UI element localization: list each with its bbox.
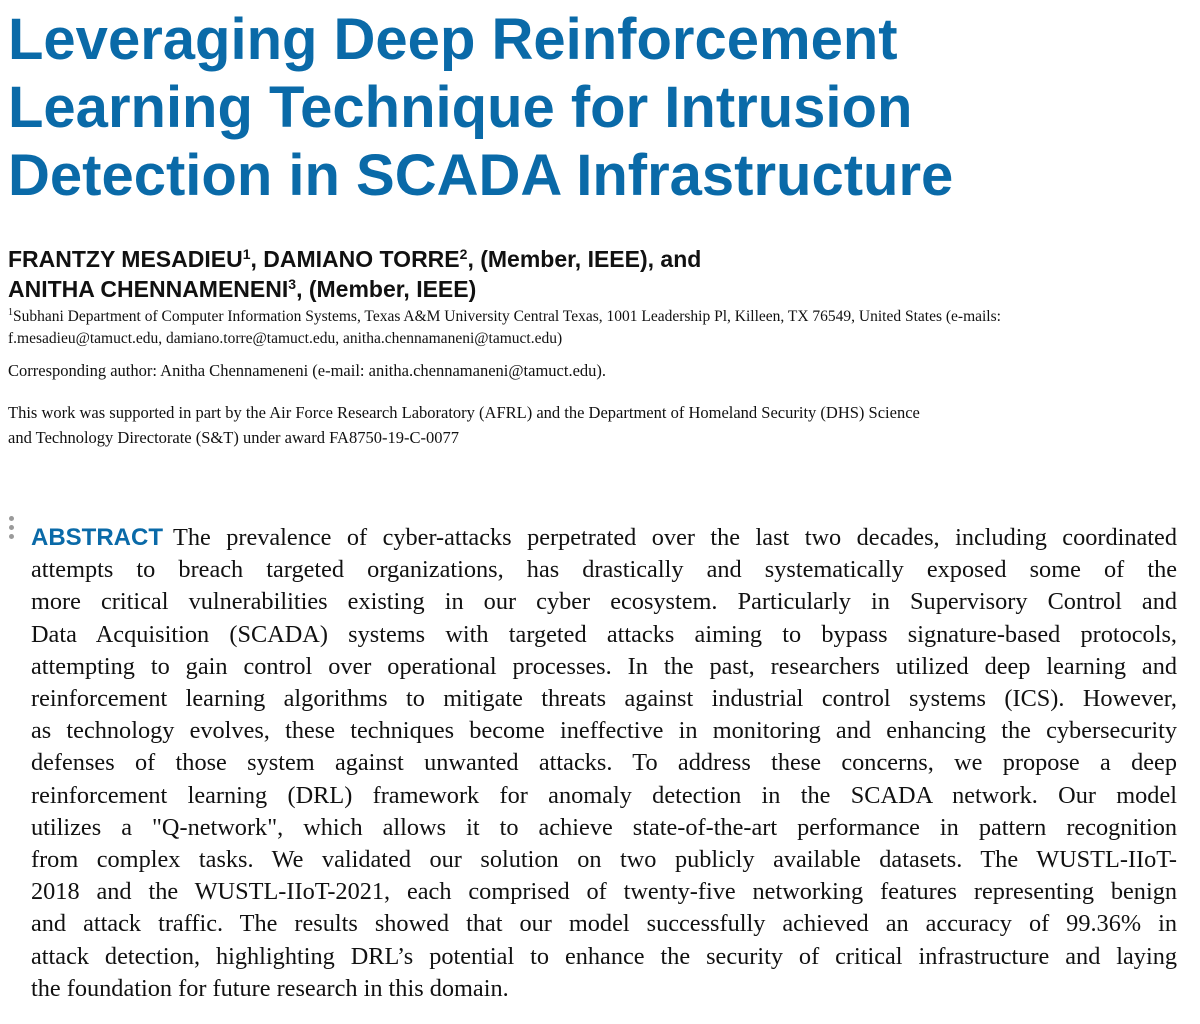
author-name: , DAMIANO TORRE (250, 246, 460, 272)
author-affiliation-marker: 2 (459, 246, 468, 262)
author-name: FRANTZY MESADIEU (8, 246, 243, 272)
paper-title (8, 6, 1158, 210)
author-affiliation-marker: 1 (242, 246, 251, 262)
funding-note (8, 400, 1188, 450)
abstract-line: Data Acquisition (SCADA) systems with targeted attacks aiming to bypass signature-based protocols, (31, 620, 1177, 648)
author-affiliation-marker: 3 (288, 276, 297, 292)
affiliation-line (8, 306, 1188, 328)
abstract-line: and attack traffic. The results showed that our model successfully achieved an accuracy of 99.36% in (31, 910, 1177, 938)
author-membership: , (Member, IEEE) (296, 276, 477, 302)
affiliation (8, 306, 1188, 350)
title-line: Detection in SCADA Infrastructure (8, 143, 954, 208)
abstract (31, 522, 1177, 1005)
author-line (8, 274, 1158, 304)
author-list (8, 244, 1158, 304)
drag-handle-icon[interactable] (8, 516, 16, 546)
affiliation-text: Subhani Department of Computer Information Systems, Texas A&M University Central Texas, 1001 Leadership Pl, Killeen, TX 76549, United States (e-mails: (13, 308, 1001, 325)
author-membership: , (Member, IEEE), and (467, 246, 702, 272)
title-line: Leveraging Deep Reinforcement (8, 7, 898, 72)
abstract-text: The prevalence of cyber-attacks perpetrated over the last two decades, including coordinated (173, 524, 1177, 551)
funding-line: This work was supported in part by the Air Force Research Laboratory (AFRL) and the Department of Homeland Security (DHS) Science (8, 403, 920, 422)
abstract-line (31, 522, 1177, 554)
abstract-line: more critical vulnerabilities existing in our cyber ecosystem. Particularly in Supervisory Control and (31, 588, 1177, 616)
abstract-line: reinforcement learning (DRL) framework for anomaly detection in the SCADA network. Our model (31, 781, 1177, 809)
abstract-heading: ABSTRACT (31, 524, 163, 551)
abstract-line: the foundation for future research in this domain. (31, 974, 509, 1002)
author-line (8, 244, 1158, 274)
author-name: ANITHA CHENNAMENENI (8, 276, 289, 302)
abstract-line: 2018 and the WUSTL-IIoT-2021, each comprised of twenty-five networking features representing benign (31, 878, 1177, 906)
affiliation-emails: f.mesadieu@tamuct.edu, damiano.torre@tamuct.edu, anitha.chennamaneni@tamuct.edu) (8, 330, 563, 347)
abstract-line: defenses of those system against unwanted attacks. To address these concerns, we propose a deep (31, 749, 1177, 777)
abstract-line: as technology evolves, these techniques become ineffective in monitoring and enhancing the cybersecurity (31, 717, 1177, 745)
title-line: Learning Technique for Intrusion (8, 75, 913, 140)
funding-line: and Technology Directorate (S&T) under award FA8750-19-C-0077 (8, 428, 459, 447)
corresponding-author: Corresponding author: Anitha Chennameneni (e-mail: anitha.chennamaneni@tamuct.edu). (8, 361, 607, 380)
abstract-line: attempts to breach targeted organizations, has drastically and systematically exposed some of the (31, 556, 1177, 584)
abstract-line: attack detection, highlighting DRL’s potential to enhance the security of critical infrastructure and laying (31, 942, 1177, 970)
abstract-line: from complex tasks. We validated our solution on two publicly available datasets. The WUSTL-IIoT- (31, 846, 1177, 874)
abstract-line: attempting to gain control over operational processes. In the past, researchers utilized deep learning and (31, 652, 1177, 680)
abstract-line: reinforcement learning algorithms to mitigate threats against industrial control systems (ICS). However, (31, 685, 1177, 713)
abstract-line: utilizes a "Q-network", which allows it to achieve state-of-the-art performance in pattern recognition (31, 813, 1177, 841)
affiliation-marker: 1 (8, 307, 13, 318)
